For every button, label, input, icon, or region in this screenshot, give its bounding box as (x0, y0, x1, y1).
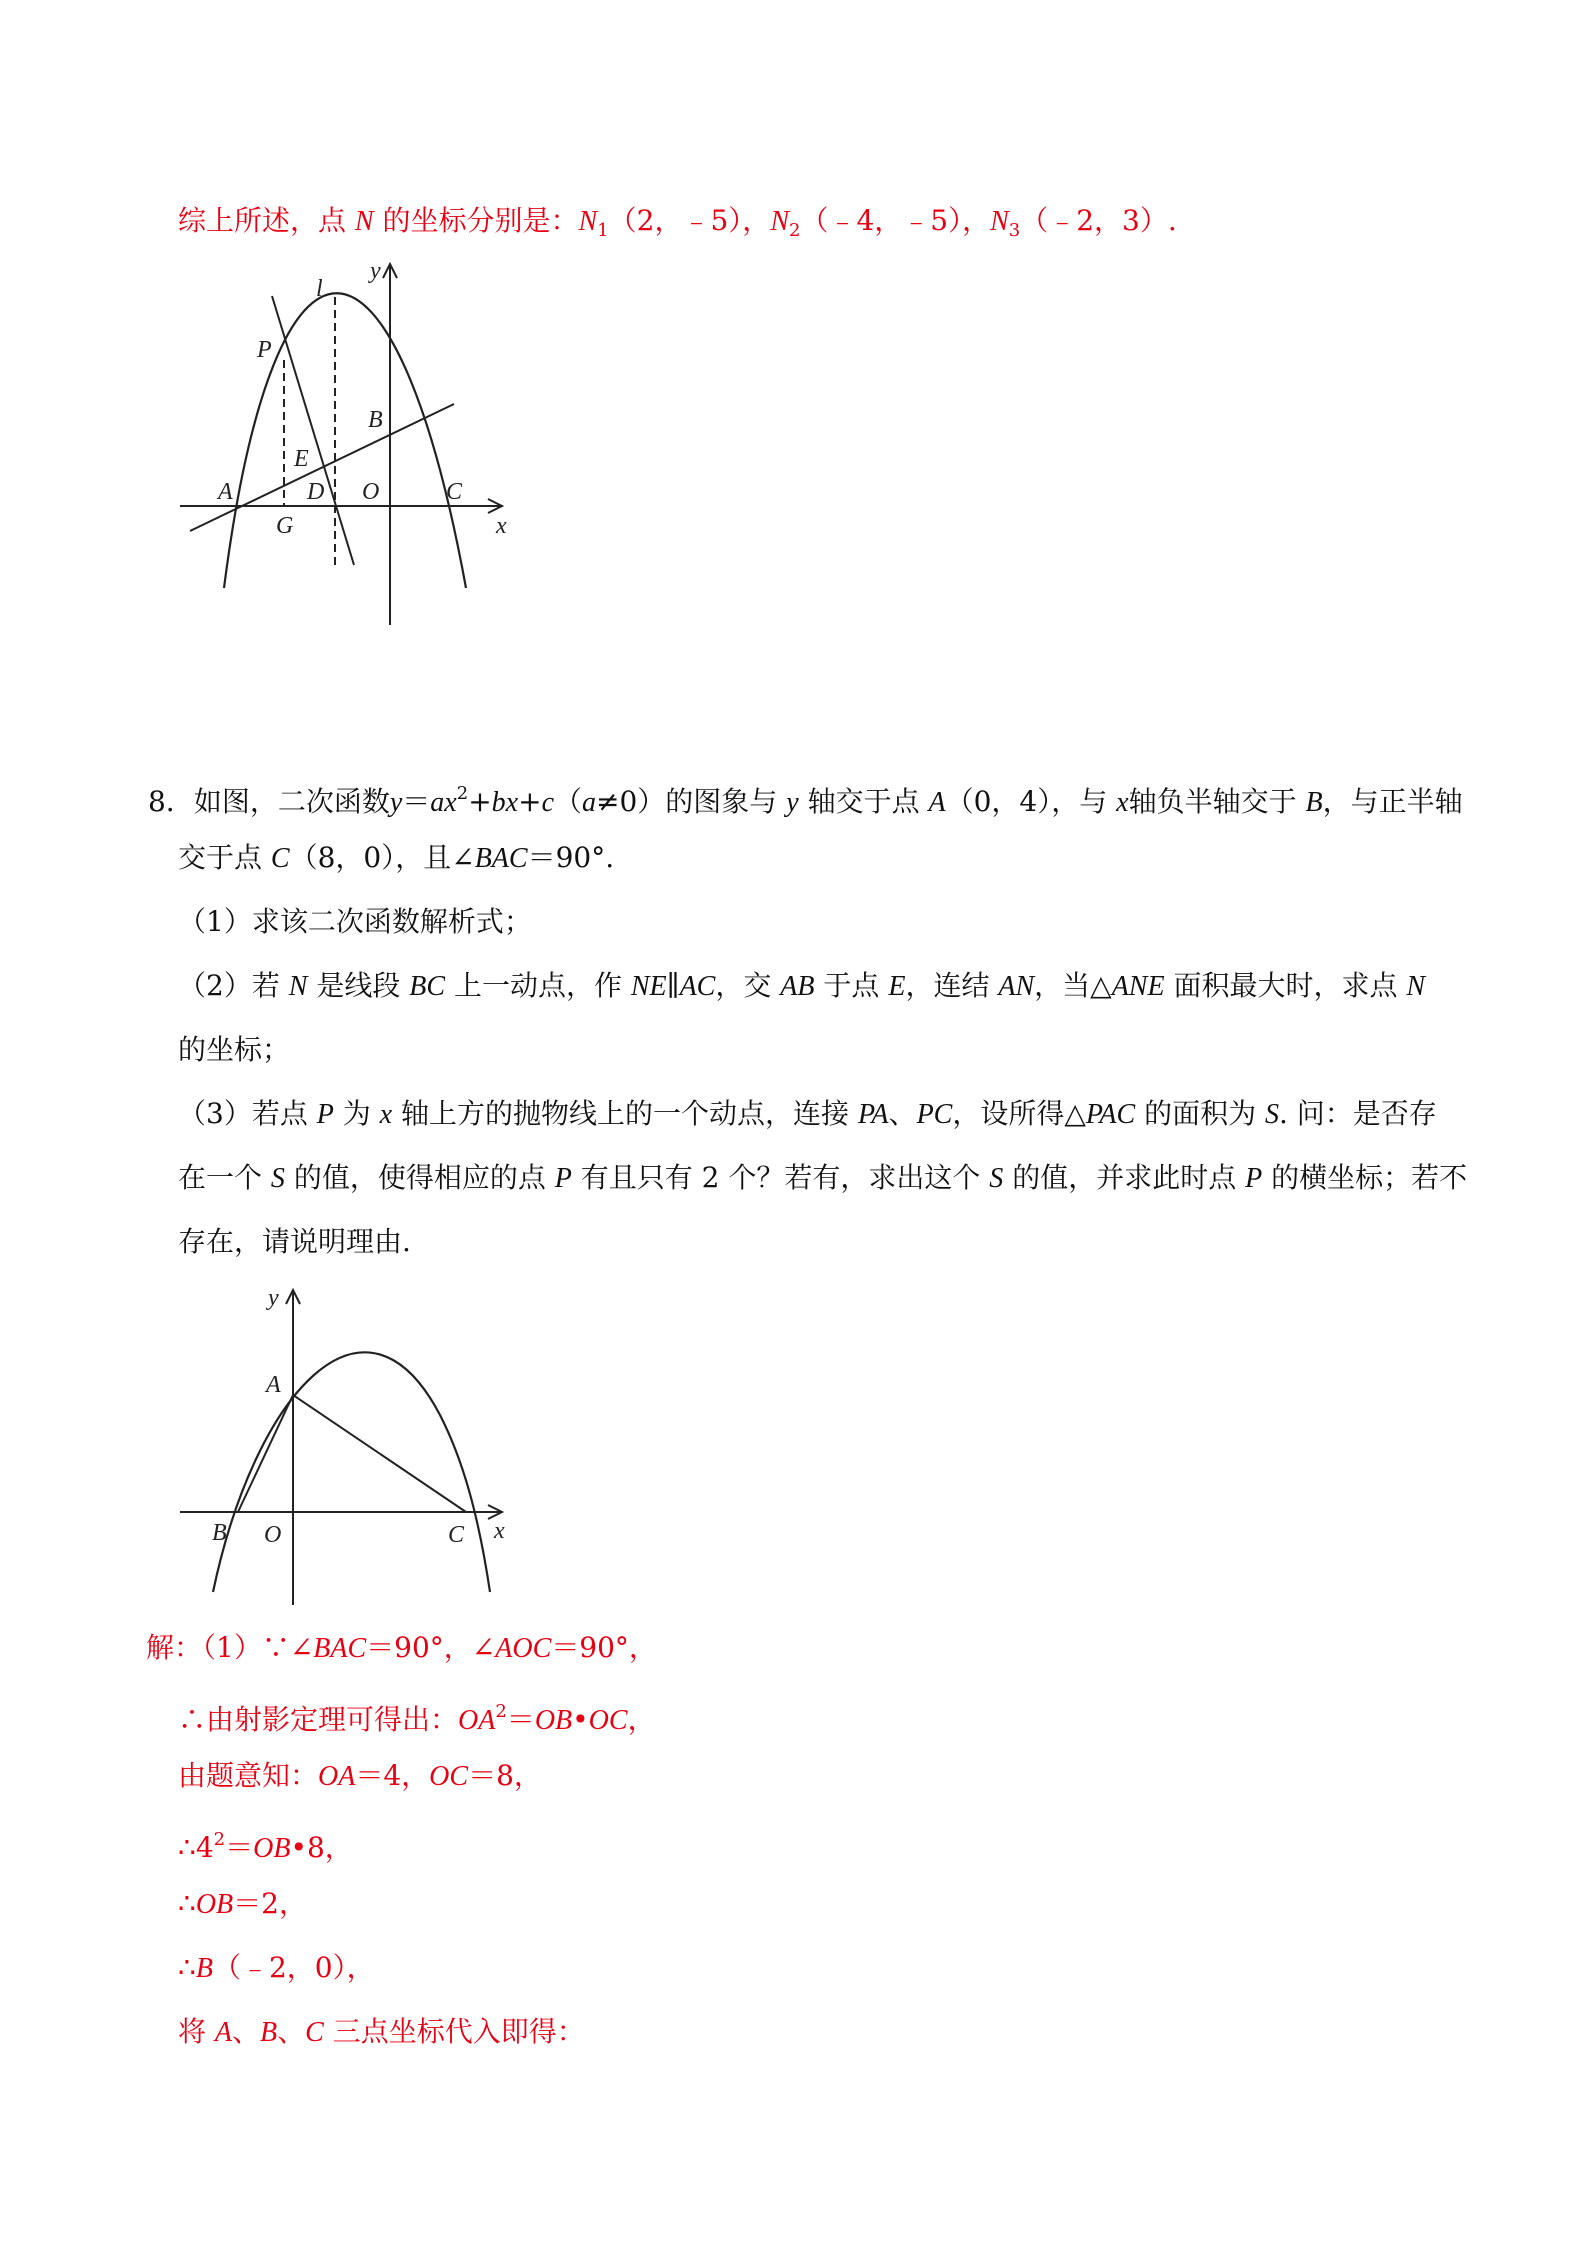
label-B: B (368, 407, 383, 433)
text: ＝ (225, 1831, 254, 1864)
superscript: 2 (456, 783, 469, 804)
text: （8，0），且∠ (289, 841, 475, 874)
text: •8， (290, 1831, 353, 1864)
var: OC (429, 1761, 469, 1792)
var: PC (916, 1099, 953, 1130)
superscript: 2 (213, 1829, 226, 1850)
label-D: D (307, 479, 325, 505)
label-A: A (218, 479, 233, 505)
text: （﹣2，3）. (1020, 204, 1177, 237)
label-O: O (264, 1522, 282, 1548)
text: + (518, 785, 542, 818)
text: （1）求该二次函数解析式； (178, 905, 532, 938)
solution-line-1 (146, 1628, 657, 1669)
var: AB (780, 971, 815, 1002)
var: BAC (474, 843, 528, 874)
question-2-line-1 (178, 966, 1425, 1007)
label-x: x (494, 1518, 505, 1544)
var: NE (630, 971, 667, 1002)
var: AN (998, 971, 1035, 1002)
text: ＝90°，∠ (366, 1631, 496, 1664)
question-3-line-2 (178, 1158, 1467, 1199)
text: 面积最大时，求点 (1173, 969, 1398, 1002)
text: 的面积为 (1144, 1097, 1257, 1130)
var: P (1245, 1163, 1263, 1194)
text: + (468, 785, 492, 818)
text: （﹣2，0）， (212, 1951, 375, 1984)
var: AC (679, 971, 716, 1002)
var: c (541, 787, 554, 818)
var: N (1406, 971, 1426, 1002)
var: OB (253, 1833, 291, 1864)
text: ∥ (666, 969, 680, 1002)
var: a (582, 787, 597, 818)
var: C (305, 2017, 324, 2048)
var: ax (430, 787, 457, 818)
label-G: G (276, 513, 294, 539)
text: 交于点 (178, 841, 263, 874)
label-l: l (316, 276, 323, 302)
text: 、 (888, 1097, 917, 1130)
text: （﹣4，﹣5）， (800, 204, 991, 237)
label-O: O (362, 479, 380, 505)
text: 为 (342, 1097, 371, 1130)
text: ＝90°， (551, 1631, 657, 1664)
text: ， (627, 1703, 656, 1736)
text: ＝8， (468, 1759, 542, 1792)
text: 轴交于点 (807, 785, 920, 818)
var: PAC (1085, 1099, 1136, 1130)
figure-1-parabola-diagram (170, 250, 520, 630)
text: 的值，使得相应的点 (293, 1161, 546, 1194)
var: N (288, 971, 308, 1002)
text: ＝ (506, 1703, 535, 1736)
var-N3: N (990, 206, 1009, 237)
var: S (989, 1163, 1004, 1194)
var: y (786, 787, 799, 818)
summary-line (178, 201, 1177, 251)
var: C (270, 843, 290, 874)
text: ＝2， (233, 1887, 307, 1920)
text: ，当△ (1034, 969, 1112, 1002)
var: P (316, 1099, 334, 1130)
superscript: 2 (495, 1701, 507, 1722)
var-N: N (354, 206, 374, 237)
var: P (554, 1163, 572, 1194)
text: 上一动点，作 (453, 969, 622, 1002)
solution-line-4 (178, 1820, 353, 1869)
text: 综上所述，点 (178, 204, 347, 237)
question-1 (178, 902, 532, 942)
var: x (379, 1099, 393, 1130)
text: 将 (178, 2015, 207, 2048)
text: 由题意知： (178, 1759, 319, 1792)
var: S (270, 1163, 285, 1194)
text: 三点坐标代入即得： (332, 2015, 585, 2048)
text: 轴负半轴交于 (1128, 785, 1297, 818)
var-N2: N (770, 206, 789, 237)
text: （2）若 (178, 969, 280, 1002)
text: 、 (232, 2015, 261, 2048)
text: . 问：是否存 (1279, 1097, 1437, 1130)
segment-AB (238, 1395, 293, 1512)
text: ∴4 (178, 1831, 214, 1864)
text: • (572, 1703, 589, 1736)
label-y: y (370, 258, 381, 284)
text: ≠0） (596, 785, 666, 818)
var: B (260, 2017, 278, 2048)
subscript: 2 (789, 220, 801, 241)
text: 存在，请说明理由. (178, 1225, 411, 1258)
var: PA (857, 1099, 889, 1130)
text: ，交 (715, 969, 772, 1002)
var: OB (195, 1889, 234, 1920)
var: B (195, 1953, 213, 1984)
text: ＝ (402, 785, 431, 818)
var: x (1116, 787, 1129, 818)
var: OA (458, 1705, 496, 1736)
label-A: A (266, 1372, 281, 1398)
var: S (1265, 1099, 1279, 1130)
solution-line-3 (178, 1756, 542, 1797)
var: B (1305, 787, 1323, 818)
label-x: x (496, 513, 507, 539)
subscript: 1 (597, 220, 609, 241)
var: bx (491, 787, 519, 818)
text: ＝90°. (527, 841, 615, 874)
text: 有且只有 2 个？若有，求出这个 (580, 1161, 981, 1194)
text: ∴ (178, 1887, 196, 1920)
text: 如图，二次函数 (193, 785, 390, 818)
var-N1: N (578, 206, 598, 237)
text: ，设所得△ (952, 1097, 1086, 1130)
segment-AC (293, 1395, 466, 1512)
label-C: C (448, 1522, 465, 1548)
text: 于点 (823, 969, 880, 1002)
text: 的坐标； (178, 1033, 291, 1066)
text: 的值，并求此时点 (1012, 1161, 1237, 1194)
text: 、 (277, 2015, 306, 2048)
var: y (389, 787, 403, 818)
question-3-line-3 (178, 1222, 411, 1262)
text: （3）若点 (178, 1097, 308, 1130)
var: OB (534, 1705, 573, 1736)
text: 的坐标分别是： (382, 204, 579, 237)
var: OC (588, 1705, 628, 1736)
solution-line-7 (178, 2012, 585, 2053)
text: 解：（1）∵∠ (146, 1631, 314, 1664)
figure-2-parabola-diagram (170, 1270, 520, 1610)
text: 在一个 (178, 1161, 263, 1194)
text: ＝4， (355, 1759, 430, 1792)
text: ∴ (178, 1951, 196, 1984)
var: AOC (495, 1633, 552, 1664)
text: （0，4），与 (945, 785, 1108, 818)
problem-8-line-2 (178, 838, 614, 879)
solution-line-2 (178, 1692, 656, 1741)
question-3-line-1 (178, 1094, 1437, 1135)
problem-number: 8． (148, 785, 194, 818)
label-B: B (212, 1520, 227, 1546)
var: BAC (313, 1633, 367, 1664)
problem-8-line-1 (148, 774, 1463, 823)
var: A (928, 787, 946, 818)
var: ANE (1111, 971, 1165, 1002)
text: ，连结 (905, 969, 990, 1002)
question-2-line-2 (178, 1030, 290, 1070)
label-P: P (257, 337, 272, 363)
text: （ (554, 785, 583, 818)
line-AB (190, 404, 454, 531)
var: OA (318, 1761, 356, 1792)
subscript: 3 (1008, 220, 1021, 241)
text: 的横坐标；若不 (1271, 1161, 1468, 1194)
text: 轴上方的抛物线上的一个动点，连接 (401, 1097, 850, 1130)
solution-line-6 (178, 1948, 375, 1989)
label-E: E (294, 446, 309, 472)
var: A (214, 2017, 233, 2048)
text: ，与正半轴 (1322, 785, 1463, 818)
parabola-curve (213, 1352, 490, 1592)
var: BC (409, 971, 446, 1002)
label-y: y (268, 1285, 279, 1311)
var: E (888, 971, 906, 1002)
text: 是线段 (316, 969, 401, 1002)
label-C: C (446, 479, 463, 505)
text: 的图象与 (665, 785, 778, 818)
solution-line-5 (178, 1884, 307, 1925)
text: ∴由射影定理可得出： (178, 1703, 459, 1736)
text: （2，﹣5）， (608, 204, 771, 237)
